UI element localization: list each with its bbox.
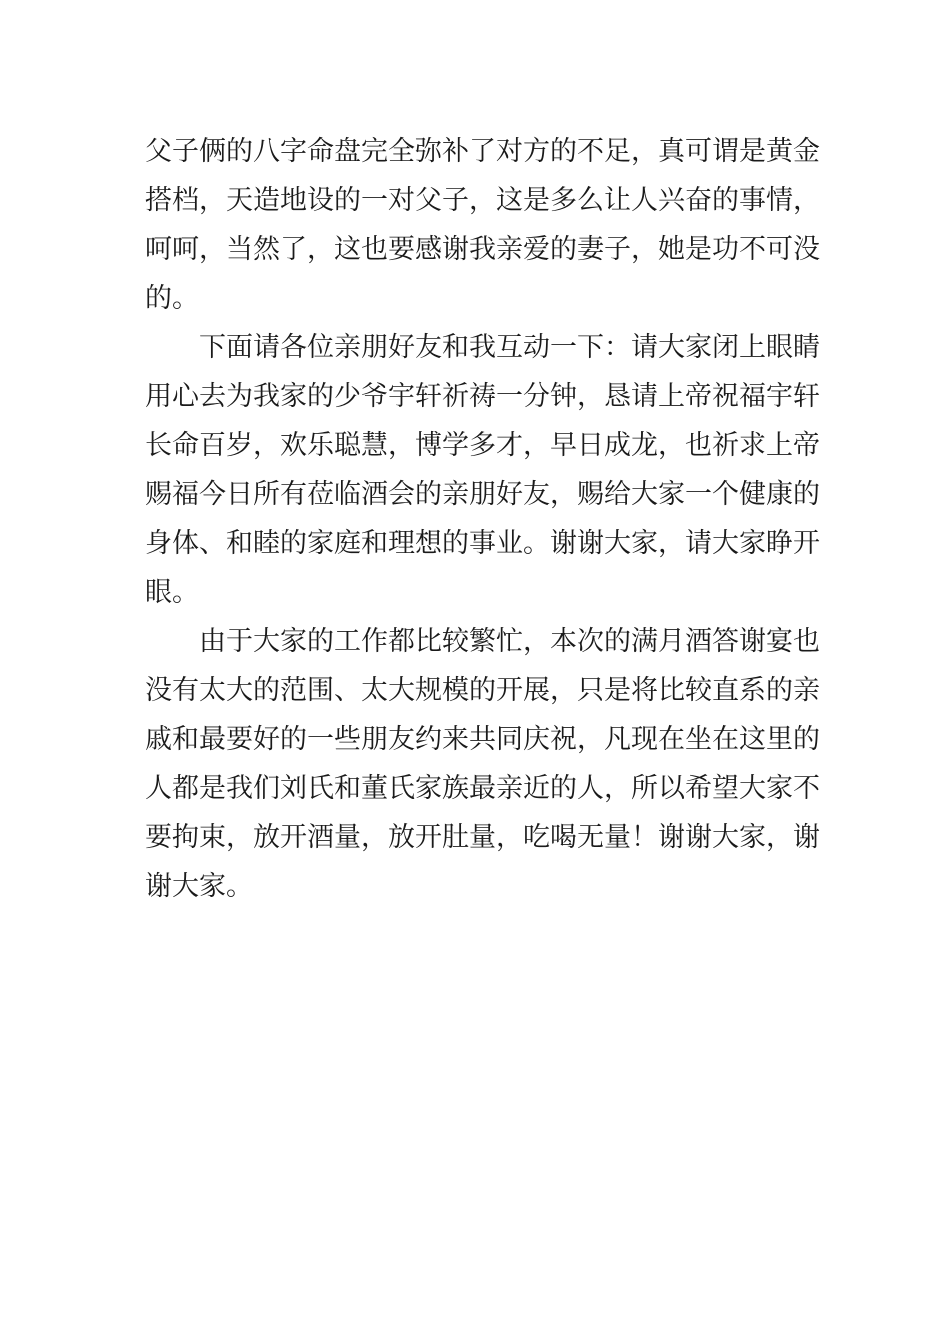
text-line: 谢大家。 [145,871,253,902]
text-line: 眼。 [145,577,199,608]
text-line: 由于大家的工作都比较繁忙，本次的满月酒答谢宴也 [199,626,820,657]
text-line: 要拘束，放开酒量，放开肚量，吃喝无量！谢谢大家，谢 [145,822,820,853]
text-line: 的。 [145,283,199,314]
text-line: 长命百岁，欢乐聪慧，博学多才，早日成龙，也祈求上帝 [145,430,820,461]
text-line: 人都是我们刘氏和董氏家族最亲近的人，所以希望大家不 [145,773,820,804]
text-line: 戚和最要好的一些朋友约来共同庆祝，凡现在坐在这里的 [145,724,820,755]
text-line: 没有太大的范围、太大规模的开展，只是将比较直系的亲 [145,675,820,706]
text-line: 父子俩的八字命盘完全弥补了对方的不足，真可谓是黄金 [145,136,820,167]
text-line: 下面请各位亲朋好友和我互动一下：请大家闭上眼睛 [199,332,820,363]
paragraph-3 [145,617,820,911]
text-line: 用心去为我家的少爷宇轩祈祷一分钟，恳请上帝祝福宇轩 [145,381,820,412]
paragraph-1 [145,127,820,323]
text-line: 搭档，天造地设的一对父子，这是多么让人兴奋的事情， [145,185,820,216]
text-line: 呵呵，当然了，这也要感谢我亲爱的妻子，她是功不可没 [145,234,820,265]
text-line: 身体、和睦的家庭和理想的事业。谢谢大家，请大家睁开 [145,528,820,559]
paragraph-2 [145,323,820,617]
document-body [145,127,820,911]
text-line: 赐福今日所有莅临酒会的亲朋好友，赐给大家一个健康的 [145,479,820,510]
